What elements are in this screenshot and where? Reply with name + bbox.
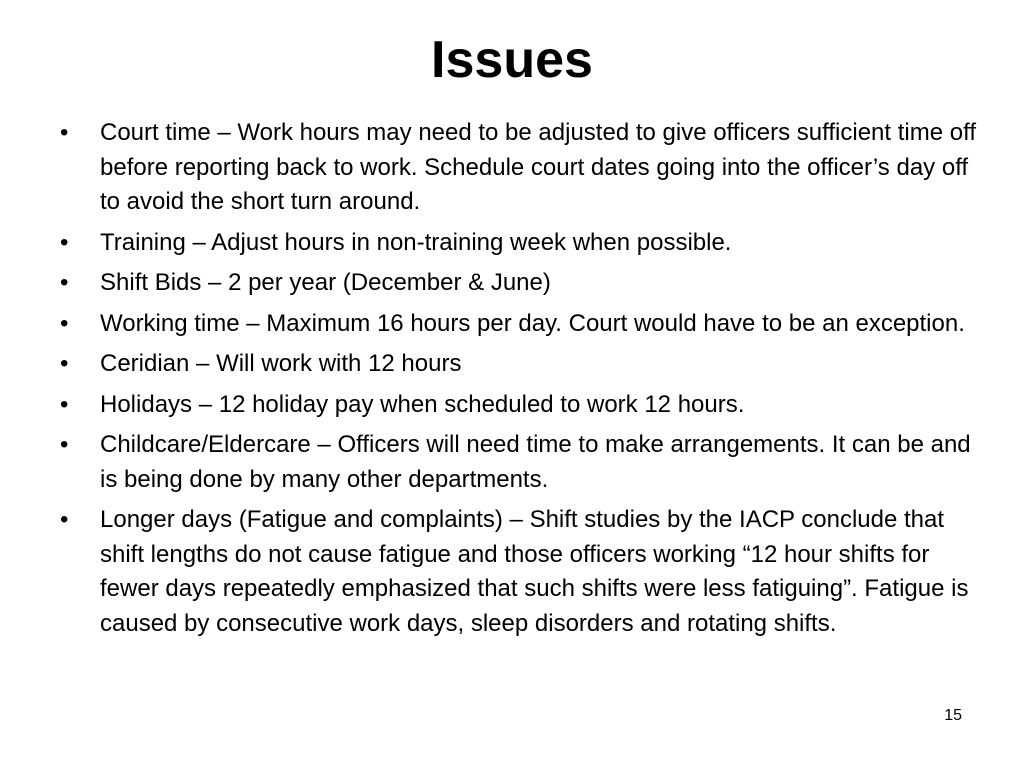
bullet-icon: • <box>60 269 69 296</box>
bullet-icon: • <box>60 390 69 418</box>
bullet-icon: • <box>60 350 69 377</box>
bullet-text: Training – Adjust hours in non-training week when possible. <box>100 228 732 256</box>
bullet-icon: • <box>60 228 69 256</box>
bullet-item-childcare <box>60 428 990 497</box>
slide-number: 15 <box>944 707 962 724</box>
bullet-icon: • <box>60 506 69 533</box>
bullet-text: Holidays – 12 holiday pay when scheduled to work 12 hours. <box>100 390 745 418</box>
bullet-text: Childcare/Eldercare – Officers will need time to make arrangements. It can be and is being done by many other departments. <box>100 431 971 493</box>
bullet-text: Longer days (Fatigue and complaints) – Shift studies by the IACP conclude that shift lengths do not cause fatigue and those officers working “12 hour shifts for fewer days repeatedly emphasized that such shifts were less fatiguing”. Fatigue is caused by consecutive work days, sleep disorders and rotating shifts. <box>100 506 969 637</box>
bullet-item-shift-bids <box>60 266 990 301</box>
bullet-icon: • <box>60 431 69 458</box>
bullet-list <box>60 116 990 647</box>
bullet-item-holidays <box>60 388 990 423</box>
bullet-item-ceridian <box>60 347 990 382</box>
bullet-text: Ceridian – Will work with 12 hours <box>100 350 462 377</box>
slide-title: Issues <box>431 31 593 89</box>
bullet-icon: • <box>60 309 69 337</box>
bullet-text: Shift Bids – 2 per year (December & June) <box>100 269 551 296</box>
bullet-item-training <box>60 226 990 261</box>
bullet-text: Court time – Work hours may need to be adjusted to give officers sufficient time off before reporting back to work. Schedule court dates going into the officer’s day off to avoid the short turn around. <box>100 119 976 215</box>
bullet-item-working-time <box>60 307 990 342</box>
bullet-text: Working time – Maximum 16 hours per day. Court would have to be an exception. <box>100 309 965 337</box>
bullet-item-longer-days <box>60 503 990 641</box>
bullet-icon: • <box>60 119 69 146</box>
bullet-item-court-time <box>60 116 990 220</box>
